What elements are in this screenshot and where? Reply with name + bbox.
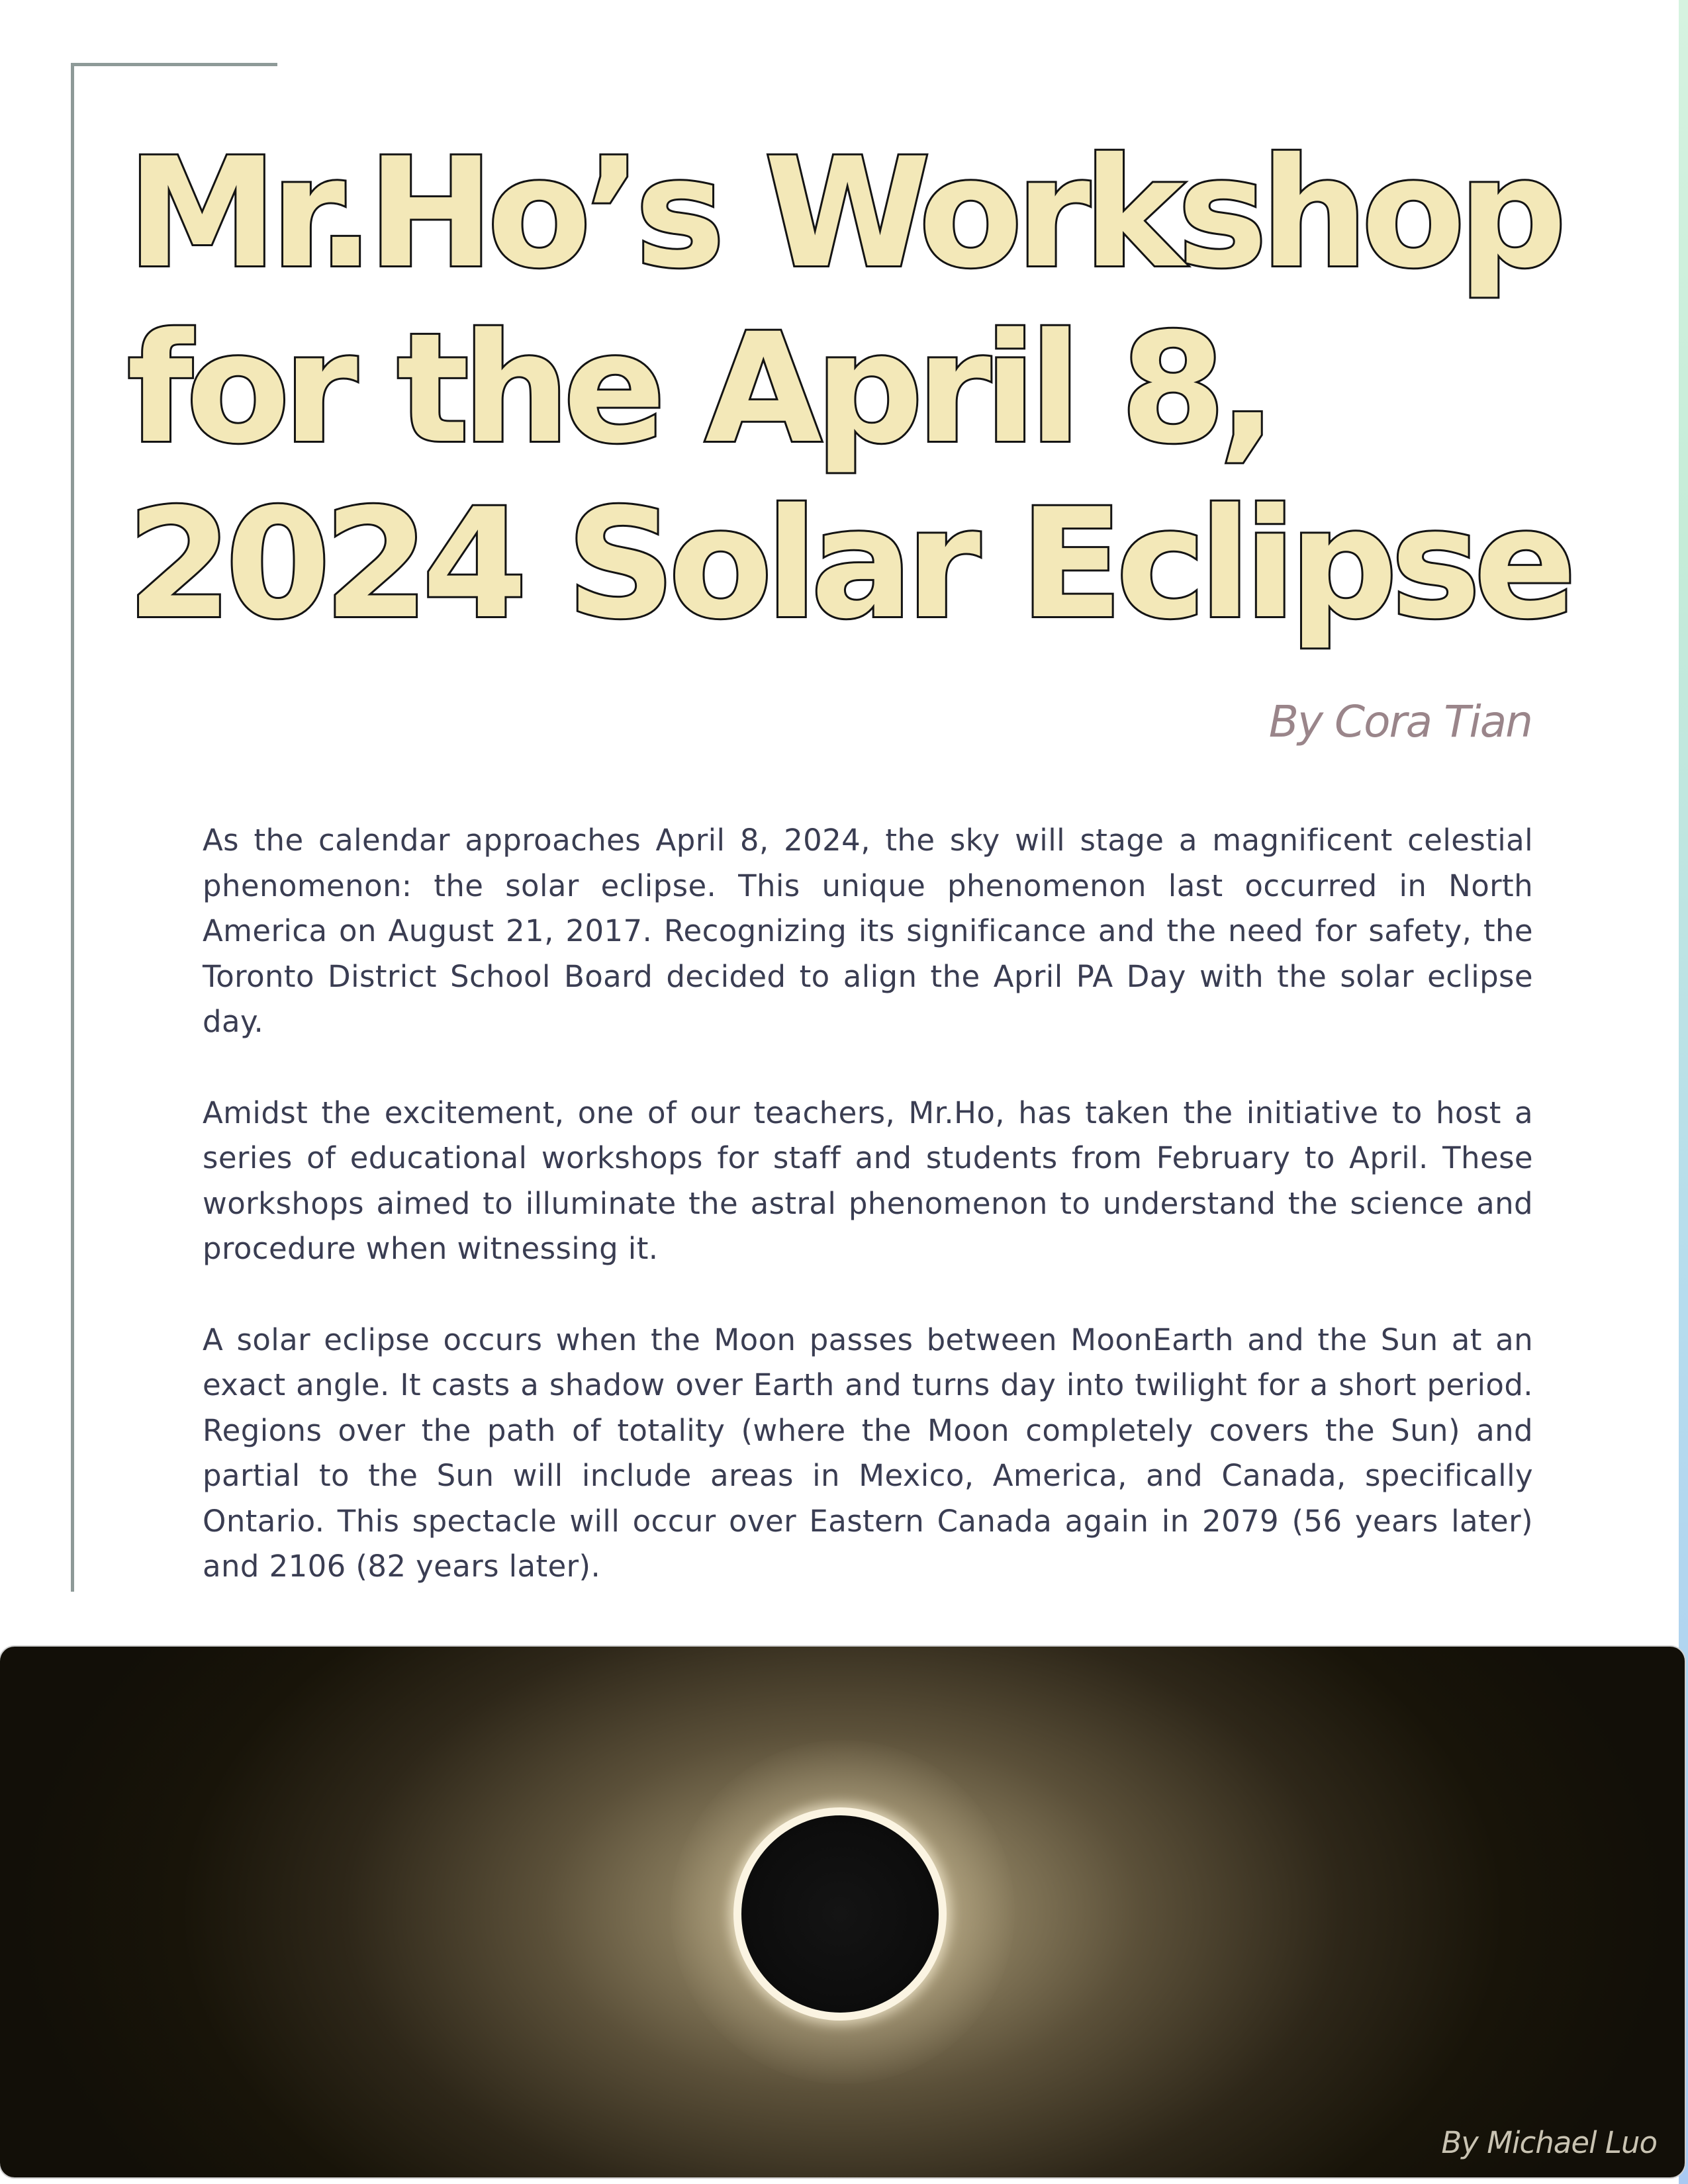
- article-title: Mr.Ho’s Workshop for the April 8, 2024 Solar Eclipse: [127, 125, 1570, 652]
- top-rule: [71, 63, 277, 66]
- photo-credit: By Michael Luo: [1441, 2125, 1657, 2160]
- article-paragraph: Amidst the excitement, one of our teachers, Mr.Ho, has taken the initiative to host a series of educational workshops for staff and students from February to April. These workshops aimed to illuminate the astral phenomenon to understand the science and procedure when witnessing it.: [203, 1095, 1533, 1266]
- article-paragraph: A solar eclipse occurs when the Moon passes between MoonEarth and the Sun at an exact angle. It casts a shadow over Earth and turns day into twilight for a short period. Regions over the path of totality (where the Moon completely covers the Sun) and partial to the Sun will include areas in Mexico, America, and Canada, specifically Ontario. This spectacle will occur over Eastern Canada again in 2079 (56 years later) and 2106 (82 years later).: [203, 1322, 1533, 1584]
- moon-disc: [741, 1815, 939, 2013]
- article-paragraph: As the calendar approaches April 8, 2024, the sky will stage a magnificent celestial phenomenon: the solar eclipse. This unique phenomenon last occurred in North America on August 21, 2017. Recognizing its significance and the need for safety, the Toronto District School Board decided to align the April PA Day with the solar eclipse day.: [203, 823, 1533, 1039]
- eclipse-photo: [0, 1647, 1685, 2177]
- author-byline: By Cora Tian: [1268, 696, 1532, 747]
- side-rule: [71, 63, 74, 1592]
- article-body: [203, 818, 1533, 1635]
